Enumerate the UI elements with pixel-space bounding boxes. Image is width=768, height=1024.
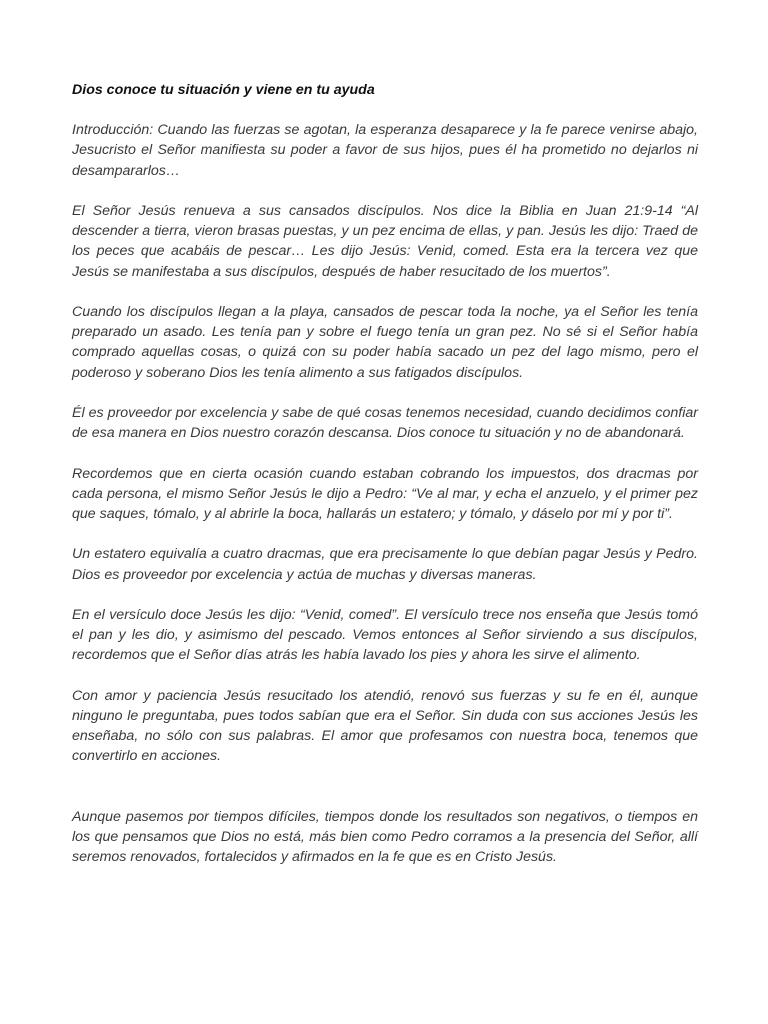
paragraph-impuestos: Recordemos que en cierta ocasión cuando estaban cobrando los impuestos, dos dracmas por cada persona, el mismo Señor Jesús le dijo a Pedro: “Ve al mar, y echa el anzuelo, y el primer pez que saques, tómalo, y al abrirle la boca, hallarás un estatero; y tómalo, y dáselo por mí y por ti”. xyxy=(72,465,698,522)
paragraph-renueva: El Señor Jesús renueva a sus cansados discípulos. Nos dice la Biblia en Juan 21:9-14 “Al descender a tierra, vieron brasas puestas, y un pez encima de ellas, y pan. Jesús les dijo: Traed de los peces que acabáis de pescar… Les dijo Jesús: Venid, comed. Esta era la tercera vez que Jesús se manifestaba a sus discípulos, después de haber resucitado de los muertos”. xyxy=(72,203,698,280)
paragraph-introduction: Introducción: Cuando las fuerzas se agotan, la esperanza desaparece y la fe parece venirse abajo, Jesucristo el Señor manifiesta su poder a favor de sus hijos, pues él ha prometido no dejarlos ni desampararlos… xyxy=(72,122,698,179)
paragraph-playa: Cuando los discípulos llegan a la playa, cansados de pescar toda la noche, ya el Señor les tenía preparado un asado. Les tenía pan y sobre el fuego tenía un gran pez. No sé si el Señor había comprado aquellas cosas, o quizá con su poder había sacado un pez del lago mismo, pero el poderoso y soberano Dios les tenía alimento a sus fatigados discípulos. xyxy=(72,304,698,381)
document-title: Dios conoce tu situación y viene en tu ayuda xyxy=(72,82,375,98)
document-body xyxy=(72,80,698,888)
paragraph-conclusion: Aunque pasemos por tiempos difíciles, tiempos donde los resultados son negativos, o tiempos en los que pensamos que Dios no está, más bien como Pedro corramos a la presencia del Señor, allí seremos renovados, fortalecidos y afirmados en la fe que es en Cristo Jesús. xyxy=(72,808,698,866)
paragraph-versiculo: En el versículo doce Jesús les dijo: “Venid, comed”. El versículo trece nos enseña que Jesús tomó el pan y les dio, y asimismo del pescado. Vemos entonces al Señor sirviendo a sus discípulos, recordemos que el Señor días atrás les había lavado los pies y ahora les sirve el alimento. xyxy=(72,606,698,664)
paragraph-proveedor: Él es proveedor por excelencia y sabe de qué cosas tenemos necesidad, cuando decidimos confiar de esa manera en Dios nuestro corazón descansa. Dios conoce tu situación y no de abandonará. xyxy=(72,405,698,442)
paragraph-amor: Con amor y paciencia Jesús resucitado los atendió, renovó sus fuerzas y su fe en él, aunque ninguno le preguntaba, pues todos sabían que era el Señor. Sin duda con sus acciones Jesús les enseñaba, no sólo con sus palabras. El amor que profesamos con nuestra boca, tenemos que convertirlo en acciones. xyxy=(72,687,698,765)
paragraph-estatero: Un estatero equivalía a cuatro dracmas, que era precisamente lo que debían pagar Jesús y Pedro. Dios es proveedor por excelencia y actúa de muchas y diversas maneras. xyxy=(72,546,698,583)
